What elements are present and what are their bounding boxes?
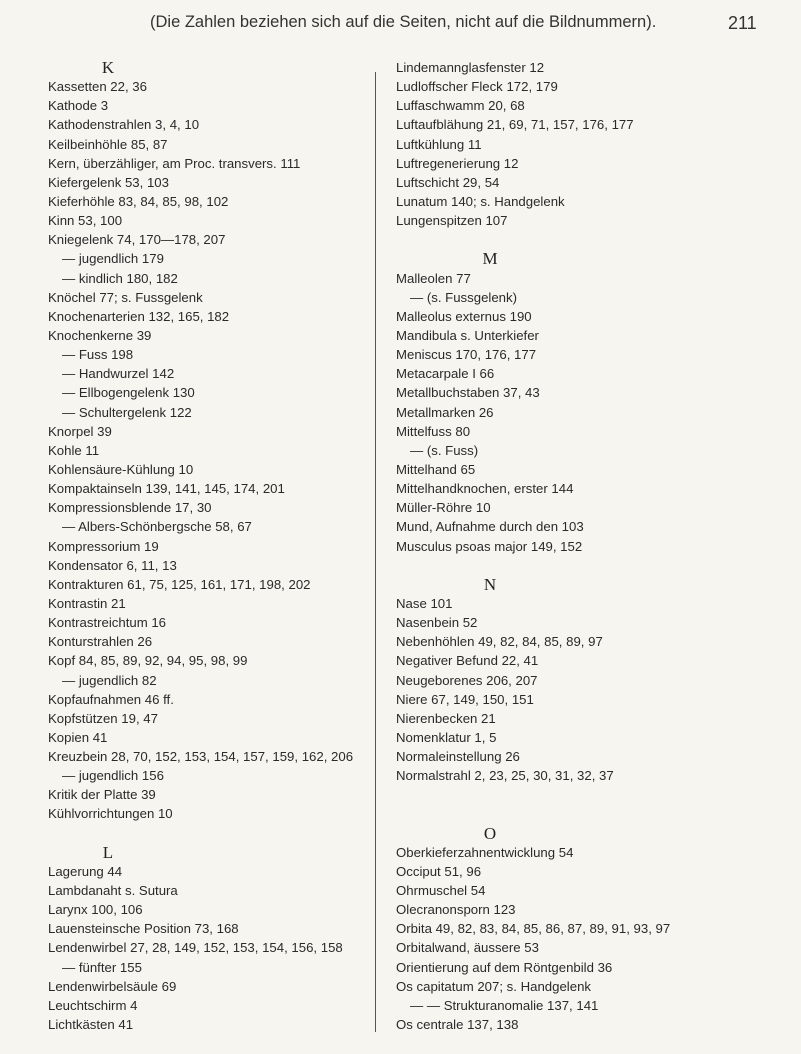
index-entry: Mandibula s. Unterkiefer bbox=[396, 327, 539, 343]
index-entry: Lambdanaht s. Sutura bbox=[48, 883, 178, 899]
index-entry: Nomenklatur 1, 5 bbox=[396, 729, 497, 745]
index-entry: Os centrale 137, 138 bbox=[396, 1017, 519, 1033]
index-entry: Negativer Befund 22, 41 bbox=[396, 653, 539, 669]
index-entry: Kieferhöhle 83, 84, 85, 98, 102 bbox=[48, 193, 229, 209]
index-entry: Orientierung auf dem Röntgenbild 36 bbox=[396, 959, 613, 975]
index-entry: Mund, Aufnahme durch den 103 bbox=[396, 519, 584, 535]
index-entry: Normalstrahl 2, 23, 25, 30, 31, 32, 37 bbox=[396, 768, 614, 784]
index-entry: Kontrakturen 61, 75, 125, 161, 171, 198, 202 bbox=[48, 576, 311, 592]
index-entry: Malleolen 77 bbox=[396, 270, 471, 286]
index-entry: Kern, überzähliger, am Proc. transvers. 111 bbox=[48, 155, 301, 171]
index-entry: — fünfter 155 bbox=[62, 959, 142, 975]
index-entry: Kassetten 22, 36 bbox=[48, 79, 147, 95]
index-entry: Meniscus 170, 176, 177 bbox=[396, 347, 537, 363]
index-entry: Niere 67, 149, 150, 151 bbox=[396, 691, 534, 707]
index-entry: — Ellbogengelenk 130 bbox=[62, 385, 195, 401]
index-entry: — (s. Fussgelenk) bbox=[410, 289, 517, 305]
index-entry: Kompaktainseln 139, 141, 145, 174, 201 bbox=[48, 481, 285, 497]
index-entry: Larynx 100, 106 bbox=[48, 902, 143, 918]
index-entry: — (s. Fuss) bbox=[410, 442, 479, 458]
index-entry: Leuchtschirm 4 bbox=[48, 997, 138, 1013]
index-entry: Müller-Röhre 10 bbox=[396, 500, 491, 516]
index-entry: Musculus psoas major 149, 152 bbox=[396, 538, 583, 554]
k-entry-list bbox=[48, 77, 378, 823]
index-entry: Kinn 53, 100 bbox=[48, 213, 123, 229]
column-divider bbox=[375, 72, 376, 1032]
index-entry: Lendenwirbel 27, 28, 149, 152, 153, 154, 156, 158 bbox=[48, 940, 343, 956]
index-entry: Kontrastin 21 bbox=[48, 595, 126, 611]
m-entry-list bbox=[396, 269, 796, 556]
index-entry: Kniegelenk 74, 170—178, 207 bbox=[48, 232, 226, 248]
index-entry: Luffaschwamm 20, 68 bbox=[396, 98, 525, 114]
index-entry: Metacarpale I 66 bbox=[396, 366, 495, 382]
index-entry: Kopfstützen 19, 47 bbox=[48, 710, 158, 726]
index-entry: Kompressorium 19 bbox=[48, 538, 159, 554]
index-entry: Lunatum 140; s. Handgelenk bbox=[396, 193, 565, 209]
index-entry: Knorpel 39 bbox=[48, 423, 112, 439]
index-entry: Kathode 3 bbox=[48, 98, 109, 114]
index-entry: Kondensator 6, 11, 13 bbox=[48, 557, 177, 573]
index-entry: — Fuss 198 bbox=[62, 347, 134, 363]
index-entry: Occiput 51, 96 bbox=[396, 863, 482, 879]
index-entry: — Schultergelenk 122 bbox=[62, 404, 192, 420]
index-entry: Kiefergelenk 53, 103 bbox=[48, 174, 169, 190]
index-entry: — kindlich 180, 182 bbox=[62, 270, 178, 286]
index-entry: Orbitalwand, äussere 53 bbox=[396, 940, 539, 956]
index-entry: Kontrastreichtum 16 bbox=[48, 615, 167, 631]
index-entry: Malleolus externus 190 bbox=[396, 308, 532, 324]
index-entry: — jugendlich 82 bbox=[62, 672, 157, 688]
page-number: 211 bbox=[728, 13, 757, 33]
section-letter-o: O bbox=[483, 823, 497, 843]
index-entry: Knochenarterien 132, 165, 182 bbox=[48, 308, 230, 324]
l-entry-list bbox=[48, 862, 378, 1034]
index-entry: Kopfaufnahmen 46 ff. bbox=[48, 691, 174, 707]
index-entry: Ohrmuschel 54 bbox=[396, 883, 486, 899]
index-entry: Luftregenerierung 12 bbox=[396, 155, 519, 171]
index-entry: Lendenwirbelsäule 69 bbox=[48, 978, 177, 994]
index-entry: Kopf 84, 85, 89, 92, 94, 95, 98, 99 bbox=[48, 653, 248, 669]
index-entry: Lagerung 44 bbox=[48, 863, 123, 879]
index-entry: Kreuzbein 28, 70, 152, 153, 154, 157, 159, 162, 206 bbox=[48, 749, 354, 765]
header-note: (Die Zahlen beziehen sich auf die Seiten, nicht auf die Bildnummern). bbox=[150, 13, 657, 31]
index-entry: Lindemannglasfenster 12 bbox=[396, 60, 545, 75]
index-entry: Mittelfuss 80 bbox=[396, 423, 471, 439]
index-entry: Nase 101 bbox=[396, 595, 453, 611]
index-entry: Olecranonsporn 123 bbox=[396, 902, 516, 918]
l-continued-entry-list bbox=[396, 58, 796, 230]
index-entry: Kohlensäure-Kühlung 10 bbox=[48, 461, 194, 477]
section-letter-l: L bbox=[102, 842, 114, 862]
index-entry: Keilbeinhöhle 85, 87 bbox=[48, 136, 168, 152]
index-entry: Luftkühlung 11 bbox=[396, 136, 482, 152]
page-header bbox=[0, 10, 801, 40]
index-entry: — Albers-Schönbergsche 58, 67 bbox=[62, 519, 252, 535]
index-entry: Kühlvorrichtungen 10 bbox=[48, 806, 173, 822]
index-entry: Kompressionsblende 17, 30 bbox=[48, 500, 212, 516]
section-letter-k: K bbox=[101, 58, 115, 77]
index-entry: Lauensteinsche Position 73, 168 bbox=[48, 921, 239, 937]
index-entry: Knöchel 77; s. Fussgelenk bbox=[48, 289, 203, 305]
index-entry: — jugendlich 156 bbox=[62, 768, 164, 784]
index-entry: Nebenhöhlen 49, 82, 84, 85, 89, 97 bbox=[396, 634, 603, 650]
o-entry-list bbox=[396, 843, 796, 1034]
index-entry: Orbita 49, 82, 83, 84, 85, 86, 87, 89, 91, 93, 97 bbox=[396, 921, 671, 937]
index-entry: Kritik der Platte 39 bbox=[48, 787, 156, 803]
index-entry: Kopien 41 bbox=[48, 729, 108, 745]
index-entry: Metallmarken 26 bbox=[396, 404, 494, 420]
index-entry: Kathodenstrahlen 3, 4, 10 bbox=[48, 117, 200, 133]
section-letter-m: M bbox=[482, 249, 498, 269]
section-letter-n: N bbox=[483, 574, 497, 594]
index-entry: — Handwurzel 142 bbox=[62, 366, 175, 382]
index-entry: Konturstrahlen 26 bbox=[48, 634, 153, 650]
index-entry: Mittelhandknochen, erster 144 bbox=[396, 481, 574, 497]
index-entry: Nasenbein 52 bbox=[396, 615, 478, 631]
index-entry: Metallbuchstaben 37, 43 bbox=[396, 385, 540, 401]
index-entry: Neugeborenes 206, 207 bbox=[396, 672, 538, 688]
index-entry: Kohle 11 bbox=[48, 442, 100, 458]
index-entry: — jugendlich 179 bbox=[62, 251, 164, 267]
index-entry: Normaleinstellung 26 bbox=[396, 749, 520, 765]
index-entry: Oberkieferzahnentwicklung 54 bbox=[396, 844, 574, 860]
index-entry: Luftschicht 29, 54 bbox=[396, 174, 500, 190]
index-entry: Nierenbecken 21 bbox=[396, 710, 496, 726]
index-column-left bbox=[48, 58, 378, 1034]
index-entry: Luftaufblähung 21, 69, 71, 157, 176, 177 bbox=[396, 117, 634, 133]
index-entry: Ludloffscher Fleck 172, 179 bbox=[396, 79, 558, 95]
n-entry-list bbox=[396, 594, 796, 785]
index-column-right bbox=[396, 58, 796, 1034]
index-entry: — — Strukturanomalie 137, 141 bbox=[410, 997, 599, 1013]
index-entry: Lungenspitzen 107 bbox=[396, 213, 508, 229]
index-entry: Os capitatum 207; s. Handgelenk bbox=[396, 978, 591, 994]
index-entry: Knochenkerne 39 bbox=[48, 327, 152, 343]
index-entry: Lichtkästen 41 bbox=[48, 1017, 134, 1033]
index-entry: Mittelhand 65 bbox=[396, 461, 476, 477]
